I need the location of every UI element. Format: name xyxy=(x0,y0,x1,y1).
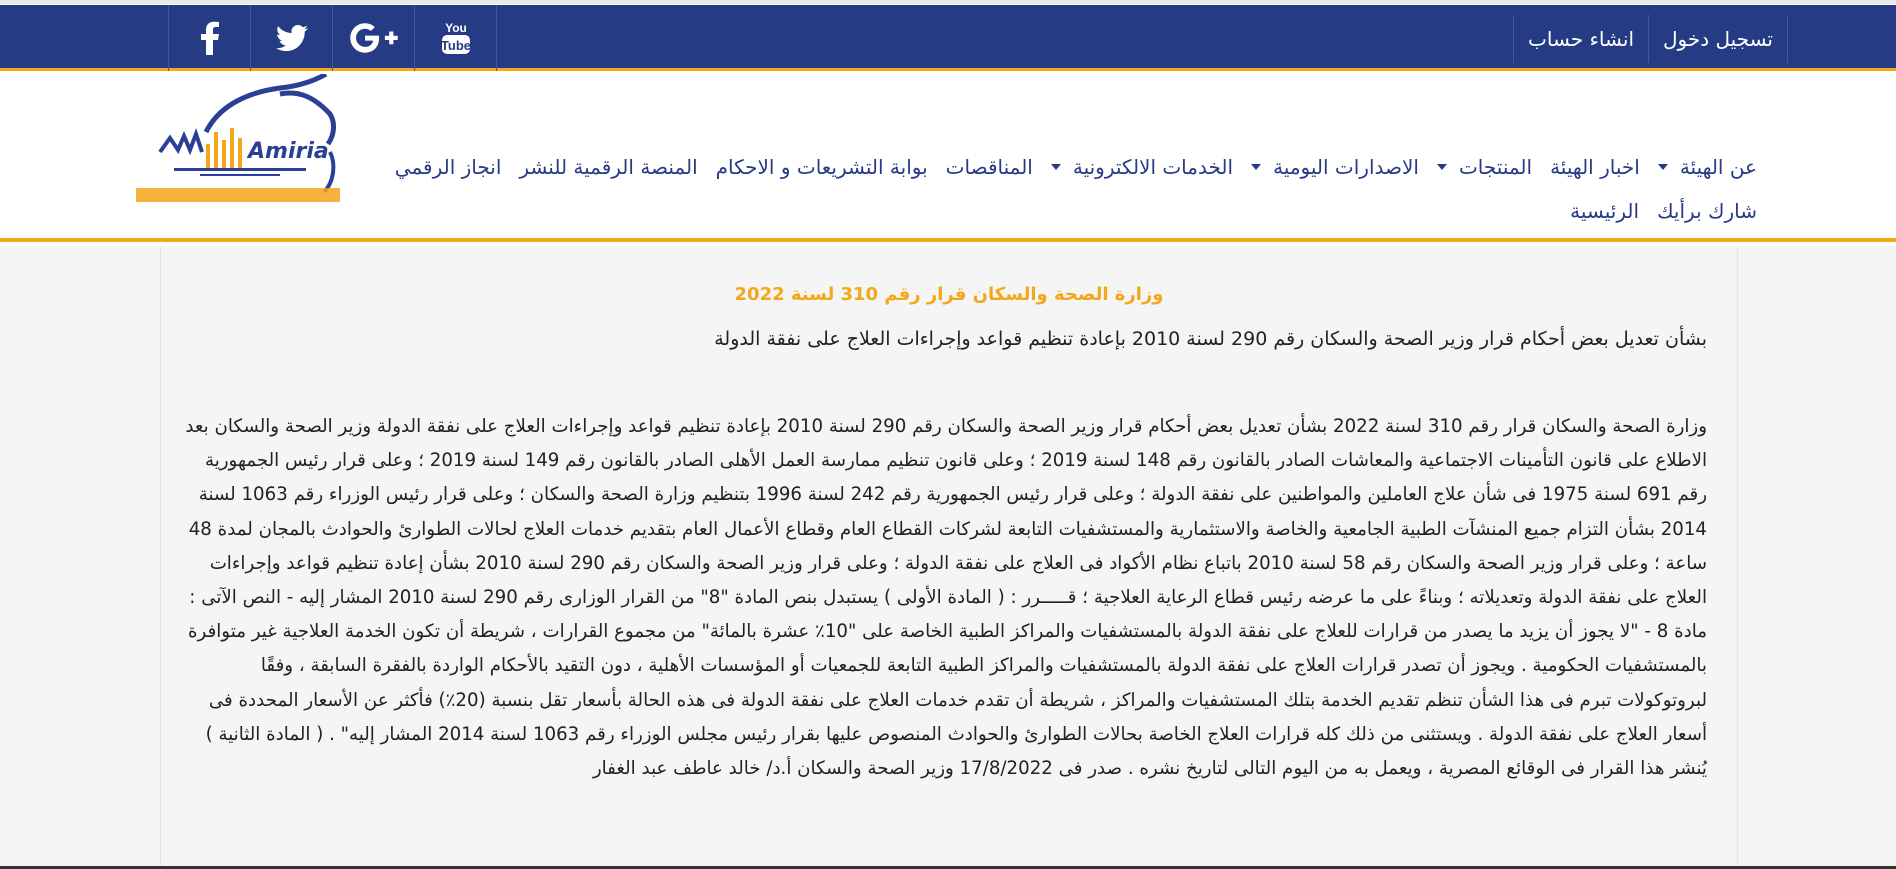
twitter-button[interactable] xyxy=(251,5,333,71)
chevron-down-icon xyxy=(1051,164,1061,170)
google-plus-button[interactable] xyxy=(333,5,415,71)
chevron-down-icon xyxy=(1658,164,1668,170)
amiria-logo-icon xyxy=(130,74,342,214)
nav-products[interactable]: المنتجات xyxy=(1428,148,1541,186)
twitter-icon xyxy=(276,25,308,52)
article-container xyxy=(160,246,1738,869)
nav-digital-platform[interactable]: المنصة الرقمية للنشر xyxy=(519,155,698,179)
nav-eservices[interactable]: الخدمات الالكترونية xyxy=(1042,148,1242,186)
site-logo[interactable] xyxy=(130,74,342,214)
svg-text:You: You xyxy=(444,21,467,35)
login-link[interactable]: تسجيل دخول xyxy=(1663,27,1773,51)
chevron-down-icon xyxy=(1437,164,1447,170)
chevron-down-icon xyxy=(1251,164,1261,170)
article-subtitle: بشأن تعديل بعض أحكام قرار وزير الصحة والسكان رقم 290 لسنة 2010 بإعادة تنظيم قواعد وإجراءات العلاج على نفقة الدولة xyxy=(714,328,1707,350)
youtube-button[interactable] xyxy=(415,5,497,71)
account-links xyxy=(1513,15,1788,63)
article-body: وزارة الصحة والسكان قرار رقم 310 لسنة 2022 بشأن تعديل بعض أحكام قرار وزير الصحة والسكان رقم 290 لسنة 2010 بإعادة تنظيم قواعد وإجراءات العلاج على نفقة الدولة وزير الصحة والسكان بعد الاطلاع على قانون التأمينات الاجتماعية والمعاشات الصادر بالقانون رقم 148 لسنة 2019 ؛ وعلى قانون تنظيم ممارسة العمل الأهلى الصادر بالقانون رقم 149 لسنة 2019 ؛ وعلى قرار رئيس الجمهورية رقم 691 لسنة 1975 فى شأن علاج العاملين والمواطنين على نفقة الدولة ؛ وعلى قرار رئيس الجمهورية رقم 242 لسنة 1996 بتنظيم وزارة الصحة والسكان ؛ وعلى قرار رئيس الوزراء رقم 1063 لسنة 2014 بشأن التزام جميع المنشآت الطبية الجامعية والخاصة والاستثمارية والمستشفيات التابعة لشركات القطاع العام وقطاع الأعمال العام بتقديم خدمات العلاج لحالات الطوارئ والحوادث بالمجان لمدة 48 ساعة ؛ وعلى قرار وزير الصحة والسكان رقم 58 لسنة 2010 باتباع نظام الأكواد فى العلاج على نفقة الدولة ؛ وعلى قرار وزير الصحة والسكان رقم 290 لسنة 2010 بشأن إعادة تنظيم قواعد وإجراءات العلاج على نفقة الدولة وتعديلاته ؛ وبناءً على ما عرضه رئيس قطاع الرعاية العلاجية ؛ قـــــرر : ( المادة الأولى ) يستبدل بنص المادة "8" من القرار الوزارى رقم 290 لسنة 2010 المشار إليه - النص الآتى : مادة 8 - "لا يجوز أن يزيد ما يصدر من قرارات للعلاج على نفقة الدولة بالمستشفيات والمراكز الطبية الخاصة على "10٪ عشرة بالمائة" من مجموع القرارات ، شريطة أن تكون الخدمة العلاجية غير متوافرة بالمستشفيات الحكومية . ويجوز أن تصدر قرارات العلاج على نفقة الدولة بالمستشفيات والمراكز الطبية التابعة للجمعيات أو المؤسسات الأهلية ، دون التقيد بالأحكام الواردة بالفقرة السابقة ، وفقًا لبروتوكولات تبرم فى هذا الشأن تنظم تقديم الخدمة بتلك المستشفيات والمراكز ، شريطة أن تقدم خدمات العلاج على نفقة الدولة فى هذه الحالة بأسعار تقل بنسبة (20٪) فأكثر عن الأسعار المحددة فى أسعار العلاج على نفقة الدولة . ويستثنى من ذلك كله قرارات العلاج الخاصة بحالات الطوارئ والحوادث المنصوص عليها بقرار رئيس مجلس الوزراء رقم 1063 لسنة 2014 المشار إليه" . ( المادة الثانية ) يُنشر هذا القرار فى الوقائع المصرية ، ويعمل به من اليوم التالى لتاريخ نشره . صدر فى 17/8/2022 وزير الصحة والسكان أ.د/ خالد عاطف عبد الغفار xyxy=(185,416,1707,780)
site-header xyxy=(0,74,1896,242)
nav-share-opinion[interactable]: شارك برأيك xyxy=(1657,199,1757,223)
facebook-button[interactable] xyxy=(169,5,251,71)
google-plus-icon xyxy=(350,23,398,53)
register-link[interactable]: انشاء حساب xyxy=(1514,15,1649,63)
facebook-icon xyxy=(200,21,220,55)
article-title: وزارة الصحة والسكان قرار رقم 310 لسنة 2022 xyxy=(734,284,1164,305)
nav-tenders[interactable]: المناقصات xyxy=(945,155,1033,179)
social-links xyxy=(168,5,497,71)
nav-home[interactable]: الرئيسية xyxy=(1570,199,1640,223)
svg-text:Amiria: Amiria xyxy=(248,139,329,164)
nav-daily-releases[interactable]: الاصدارات اليومية xyxy=(1242,148,1428,186)
svg-text:Tube: Tube xyxy=(440,38,471,53)
nav-about[interactable]: عن الهيئة xyxy=(1649,148,1766,186)
nav-digital-achievement[interactable]: انجاز الرقمي xyxy=(394,155,502,179)
nav-news[interactable]: اخبار الهيئة xyxy=(1550,155,1640,179)
nav-legislation[interactable]: بوابة التشريعات و الاحكام xyxy=(715,155,928,179)
main-nav xyxy=(342,148,1766,230)
youtube-icon xyxy=(441,20,471,56)
